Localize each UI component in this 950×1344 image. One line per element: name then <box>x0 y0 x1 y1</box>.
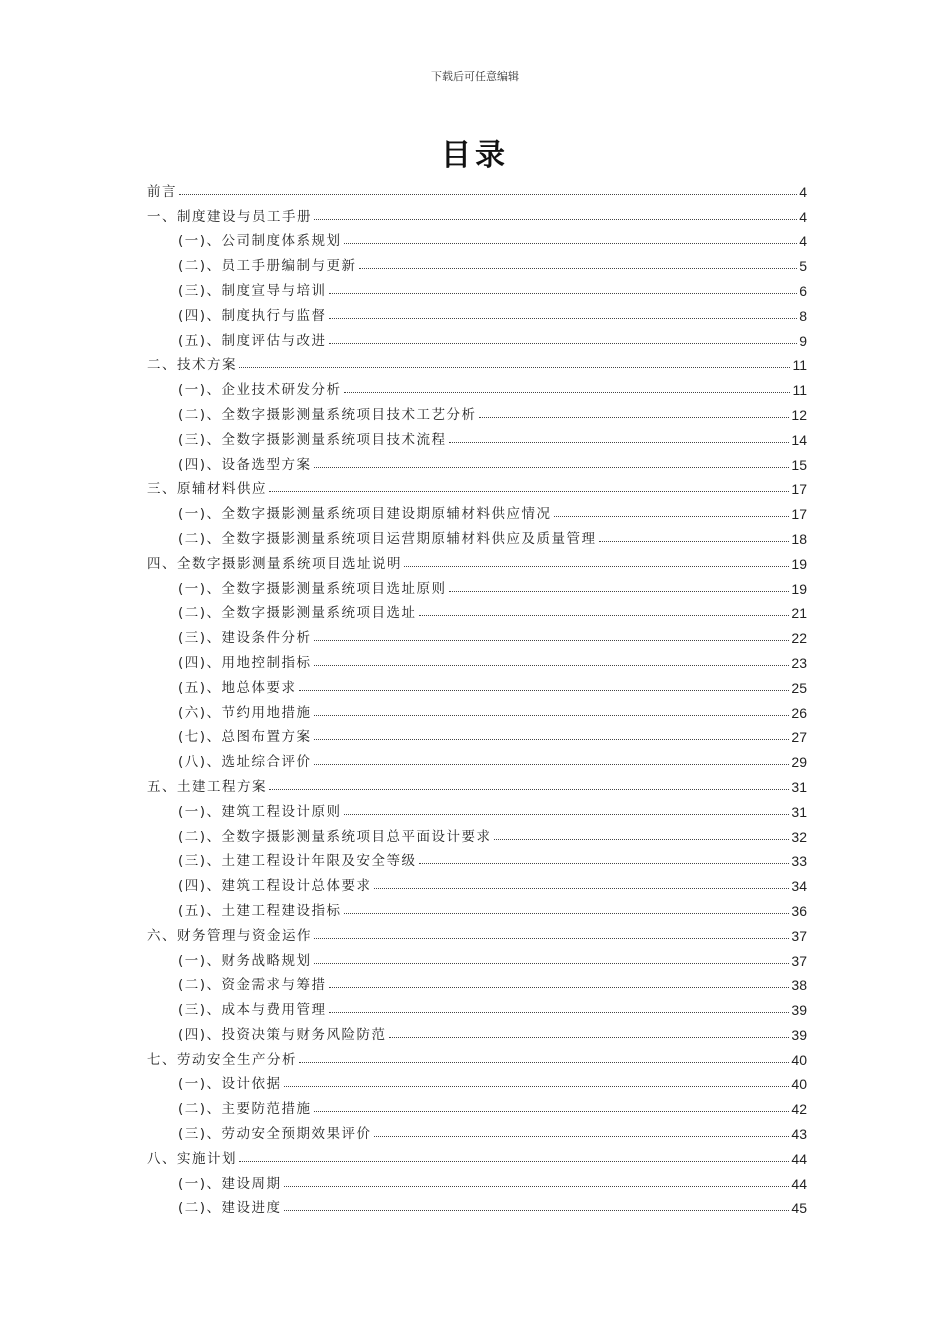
toc-entry-title: 五、土建工程方案 <box>147 778 267 795</box>
dot-leader <box>494 839 790 840</box>
toc-entry[interactable] <box>147 1043 807 1068</box>
toc-entry-title: (四)、制度执行与监督 <box>178 307 327 324</box>
toc-page-number: 4 <box>799 233 807 250</box>
toc-entry[interactable] <box>147 894 807 919</box>
toc-page-number: 33 <box>791 853 807 870</box>
toc-entry-title: (二)、全数字摄影测量系统项目选址 <box>178 605 417 622</box>
toc-entry[interactable] <box>147 497 807 522</box>
dot-leader <box>344 913 790 914</box>
toc-entry-title: (三)、制度宣导与培训 <box>178 282 327 299</box>
toc-page-number: 40 <box>791 1051 807 1068</box>
toc-entry[interactable] <box>147 423 807 448</box>
toc-entry-title: (一)、公司制度体系规划 <box>178 233 342 250</box>
toc-entry[interactable] <box>147 671 807 696</box>
dot-leader <box>449 442 790 443</box>
dot-leader <box>269 491 789 492</box>
toc-page-number: 11 <box>792 382 807 399</box>
dot-leader <box>314 1111 790 1112</box>
toc-page-number: 4 <box>799 208 807 225</box>
toc-page-number: 31 <box>791 778 807 795</box>
dot-leader <box>359 268 798 269</box>
toc-entry-title: (二)、全数字摄影测量系统项目运营期原辅材料供应及质量管理 <box>178 530 597 547</box>
dot-leader <box>314 938 789 939</box>
toc-page-number: 42 <box>791 1101 807 1118</box>
toc-entry-title: 七、劳动安全生产分析 <box>147 1051 297 1068</box>
dot-leader <box>179 194 797 195</box>
toc-entry[interactable] <box>147 1068 807 1093</box>
toc-page-number: 14 <box>791 431 807 448</box>
toc-page-number: 37 <box>791 952 807 969</box>
toc-entry[interactable] <box>147 993 807 1018</box>
toc-entry[interactable] <box>147 398 807 423</box>
toc-entry[interactable] <box>147 522 807 547</box>
toc-page-number: 27 <box>791 729 807 746</box>
toc-entry-title: (一)、财务战略规划 <box>178 952 312 969</box>
toc-entry-title: (四)、建筑工程设计总体要求 <box>178 878 372 895</box>
toc-entry[interactable] <box>147 572 807 597</box>
toc-entry[interactable] <box>147 175 807 200</box>
dot-leader <box>374 1136 790 1137</box>
toc-entry[interactable] <box>147 324 807 349</box>
toc-entry-title: (四)、用地控制指标 <box>178 654 312 671</box>
dot-leader <box>284 1086 790 1087</box>
toc-page-number: 12 <box>791 406 807 423</box>
dot-leader <box>239 367 790 368</box>
dot-leader <box>554 516 790 517</box>
toc-entry-title: (四)、投资决策与财务风险防范 <box>178 1026 387 1043</box>
toc-page-number: 4 <box>799 183 807 200</box>
dot-leader <box>239 1161 789 1162</box>
dot-leader <box>314 665 790 666</box>
toc-entry-title: 六、财务管理与资金运作 <box>147 927 312 944</box>
dot-leader <box>314 219 797 220</box>
toc-page-number: 40 <box>791 1076 807 1093</box>
toc-page-number: 5 <box>799 258 807 275</box>
toc-entry-title: 三、原辅材料供应 <box>147 481 267 498</box>
toc-entry[interactable] <box>147 200 807 225</box>
table-of-contents <box>147 175 807 1216</box>
dot-leader <box>419 863 790 864</box>
dot-leader <box>479 417 790 418</box>
dot-leader <box>314 715 790 716</box>
toc-entry[interactable] <box>147 795 807 820</box>
toc-entry[interactable] <box>147 845 807 870</box>
toc-title: 目录 <box>441 138 509 173</box>
toc-page-number: 6 <box>799 282 807 299</box>
dot-leader <box>329 318 798 319</box>
toc-page-number: 38 <box>791 977 807 994</box>
toc-page-number: 9 <box>799 332 807 349</box>
dot-leader <box>344 392 791 393</box>
dot-leader <box>284 1186 790 1187</box>
toc-page-number: 31 <box>791 803 807 820</box>
dot-leader <box>329 293 798 294</box>
toc-entry[interactable] <box>147 274 807 299</box>
toc-entry[interactable] <box>147 944 807 969</box>
toc-page-number: 17 <box>791 481 807 498</box>
toc-page-number: 34 <box>791 878 807 895</box>
toc-entry[interactable] <box>147 448 807 473</box>
toc-entry-title: (五)、地总体要求 <box>178 679 297 696</box>
toc-entry[interactable] <box>147 969 807 994</box>
dot-leader <box>284 1210 790 1211</box>
toc-entry-title: (八)、选址综合评价 <box>178 754 312 771</box>
toc-entry-title: 二、技术方案 <box>147 357 237 374</box>
dot-leader <box>329 987 790 988</box>
toc-page-number: 22 <box>791 630 807 647</box>
toc-page-number: 17 <box>791 506 807 523</box>
toc-page-number: 11 <box>792 357 807 374</box>
toc-entry-title: (三)、劳动安全预期效果评价 <box>178 1126 372 1143</box>
toc-entry-title: (一)、全数字摄影测量系统项目选址原则 <box>178 580 447 597</box>
dot-leader <box>599 541 790 542</box>
toc-page-number: 21 <box>791 605 807 622</box>
toc-entry-title: (七)、总图布置方案 <box>178 729 312 746</box>
toc-entry-title: 八、实施计划 <box>147 1150 237 1167</box>
toc-entry[interactable] <box>147 299 807 324</box>
toc-entry-title: (六)、节约用地措施 <box>178 704 312 721</box>
toc-entry[interactable] <box>147 820 807 845</box>
toc-page-number: 23 <box>791 654 807 671</box>
toc-entry-title: (二)、主要防范措施 <box>178 1101 312 1118</box>
toc-page-number: 37 <box>791 927 807 944</box>
toc-entry[interactable] <box>147 225 807 250</box>
dot-leader <box>314 764 790 765</box>
toc-page-number: 44 <box>791 1150 807 1167</box>
dot-leader <box>314 640 790 641</box>
toc-entry[interactable] <box>147 745 807 770</box>
toc-page-number: 29 <box>791 754 807 771</box>
toc-entry[interactable] <box>147 721 807 746</box>
toc-entry-title: (三)、全数字摄影测量系统项目技术流程 <box>178 431 447 448</box>
toc-page-number: 39 <box>791 1026 807 1043</box>
toc-entry-title: (三)、土建工程设计年限及安全等级 <box>178 853 417 870</box>
toc-page-number: 39 <box>791 1002 807 1019</box>
toc-page-number: 43 <box>791 1126 807 1143</box>
toc-page-number: 45 <box>791 1200 807 1217</box>
toc-page-number: 19 <box>791 555 807 572</box>
toc-entry[interactable] <box>147 1192 807 1217</box>
toc-page-number: 36 <box>791 902 807 919</box>
dot-leader <box>314 739 790 740</box>
toc-entry[interactable] <box>147 696 807 721</box>
dot-leader <box>269 789 789 790</box>
toc-entry[interactable] <box>147 646 807 671</box>
toc-entry-title: (三)、成本与费用管理 <box>178 1002 327 1019</box>
toc-page-number: 19 <box>791 580 807 597</box>
toc-entry-title: (三)、建设条件分析 <box>178 630 312 647</box>
toc-page-number: 26 <box>791 704 807 721</box>
toc-entry[interactable] <box>147 349 807 374</box>
toc-page-number: 15 <box>791 456 807 473</box>
toc-entry-title: (一)、企业技术研发分析 <box>178 382 342 399</box>
toc-entry-title: (一)、设计依据 <box>178 1076 282 1093</box>
dot-leader <box>389 1037 790 1038</box>
toc-entry[interactable] <box>147 621 807 646</box>
toc-page-number: 8 <box>799 307 807 324</box>
dot-leader <box>314 963 790 964</box>
toc-entry[interactable] <box>147 547 807 572</box>
toc-entry[interactable] <box>147 249 807 274</box>
dot-leader <box>344 243 798 244</box>
dot-leader <box>449 591 790 592</box>
dot-leader <box>329 343 798 344</box>
dot-leader <box>299 1062 789 1063</box>
toc-entry-title: (一)、建设周期 <box>178 1175 282 1192</box>
toc-entry-title: (二)、建设进度 <box>178 1200 282 1217</box>
dot-leader <box>314 467 790 468</box>
toc-entry-title: 前言 <box>147 183 177 200</box>
toc-entry-title: (二)、资金需求与筹措 <box>178 977 327 994</box>
dot-leader <box>329 1012 790 1013</box>
toc-entry[interactable] <box>147 1092 807 1117</box>
toc-entry-title: (四)、设备选型方案 <box>178 456 312 473</box>
toc-entry-title: (五)、制度评估与改进 <box>178 332 327 349</box>
toc-entry-title: (二)、全数字摄影测量系统项目总平面设计要求 <box>178 828 492 845</box>
toc-entry[interactable] <box>147 869 807 894</box>
toc-page-number: 18 <box>791 530 807 547</box>
toc-entry[interactable] <box>147 1018 807 1043</box>
dot-leader <box>419 615 790 616</box>
toc-entry-title: (一)、建筑工程设计原则 <box>178 803 342 820</box>
dot-leader <box>374 888 790 889</box>
toc-entry-title: (二)、员工手册编制与更新 <box>178 258 357 275</box>
toc-entry[interactable] <box>147 919 807 944</box>
toc-entry[interactable] <box>147 1167 807 1192</box>
toc-entry-title: (五)、土建工程建设指标 <box>178 902 342 919</box>
toc-entry-title: 一、制度建设与员工手册 <box>147 208 312 225</box>
toc-entry[interactable] <box>147 1142 807 1167</box>
toc-entry-title: (二)、全数字摄影测量系统项目技术工艺分析 <box>178 406 477 423</box>
header-note: 下载后可任意编辑 <box>431 70 519 83</box>
toc-entry[interactable] <box>147 597 807 622</box>
toc-entry-title: 四、全数字摄影测量系统项目选址说明 <box>147 555 402 572</box>
toc-page-number: 25 <box>791 679 807 696</box>
toc-entry[interactable] <box>147 770 807 795</box>
toc-entry-title: (一)、全数字摄影测量系统项目建设期原辅材料供应情况 <box>178 506 552 523</box>
toc-entry[interactable] <box>147 473 807 498</box>
toc-entry[interactable] <box>147 1117 807 1142</box>
toc-page-number: 32 <box>791 828 807 845</box>
toc-page-number: 44 <box>791 1175 807 1192</box>
dot-leader <box>344 814 790 815</box>
toc-entry[interactable] <box>147 373 807 398</box>
dot-leader <box>299 690 790 691</box>
dot-leader <box>404 566 789 567</box>
